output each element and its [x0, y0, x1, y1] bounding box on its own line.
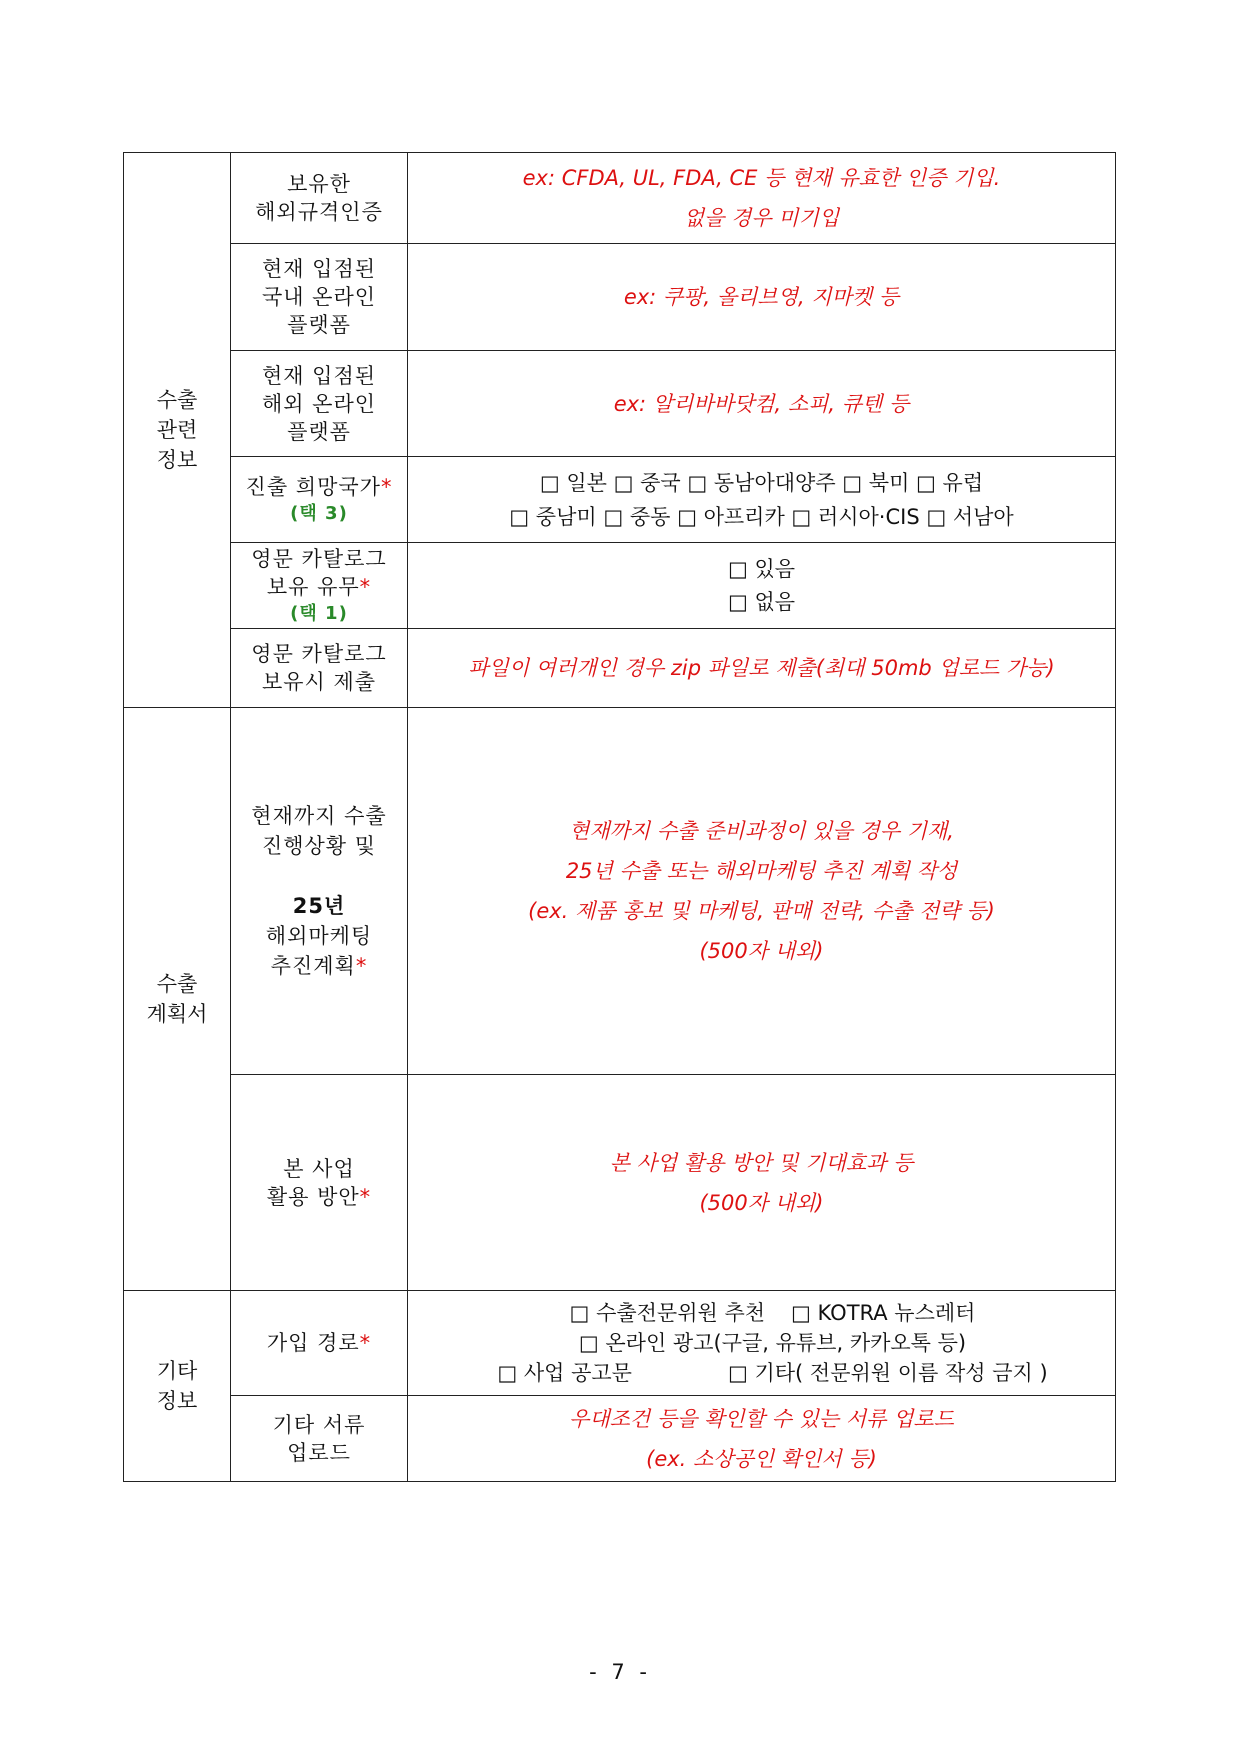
join-route-online-ad-checkbox[interactable]: □ 온라인 광고(구글, 유튜브, 카카오톡 등)	[578, 1331, 967, 1355]
join-route-label: 가입 경로*	[231, 1291, 408, 1396]
join-route-options[interactable]	[408, 1291, 1116, 1396]
required-mark: *	[380, 474, 393, 499]
catalog-owned-label: 영문 카탈로그 보유 유무* (택 1)	[231, 543, 408, 629]
required-mark: *	[359, 1331, 372, 1355]
section-export-plan: 수출 계획서	[124, 708, 231, 1291]
required-mark: *	[359, 1184, 372, 1209]
target-country-label: 진출 희망국가* (택 3)	[231, 457, 408, 543]
catalog-owned-options[interactable]	[408, 543, 1116, 629]
export-progress-field[interactable]: 현재까지 수출 준비과정이 있을 경우 기재, 25년 수출 또는 해외마케팅 추진 계획 작성 (ex. 제품 홍보 및 마케팅, 판매 전략, 수출 전략 등) (500자 내외)	[408, 708, 1116, 1075]
page-number: - 7 -	[589, 1660, 651, 1684]
catalog-submit-label: 영문 카탈로그 보유시 제출	[231, 629, 408, 708]
catalog-yes-checkbox[interactable]: □ 있음	[727, 556, 796, 581]
domestic-platform-label: 현재 입점된 국내 온라인 플랫폼	[231, 244, 408, 351]
business-use-label: 본 사업 활용 방안*	[231, 1075, 408, 1291]
certification-field[interactable]: ex: CFDA, UL, FDA, CE 등 현재 유효한 인증 기입. 없을 경우 미기입	[408, 153, 1116, 244]
choose-one-note: (택 1)	[290, 602, 348, 624]
join-route-expert-checkbox[interactable]: □ 수출전문위원 추천	[569, 1301, 766, 1325]
required-mark: *	[355, 954, 368, 978]
required-mark: *	[359, 574, 372, 599]
application-form-table	[123, 152, 1116, 1482]
domestic-platform-field[interactable]: ex: 쿠팡, 올리브영, 지마켓 등	[408, 244, 1116, 351]
join-route-other-checkbox[interactable]: □ 기타( 전문위원 이름 작성 금지 )	[727, 1361, 1048, 1385]
join-route-notice-checkbox[interactable]: □ 사업 공고문	[497, 1361, 632, 1385]
section-other-info: 기타 정보	[124, 1291, 231, 1482]
other-docs-upload-field[interactable]: 우대조건 등을 확인할 수 있는 서류 업로드 (ex. 소상공인 확인서 등)	[408, 1396, 1116, 1482]
other-docs-label: 기타 서류 업로드	[231, 1396, 408, 1482]
overseas-platform-label: 현재 입점된 해외 온라인 플랫폼	[231, 351, 408, 457]
choose-three-note: (택 3)	[290, 502, 348, 524]
certification-label: 보유한 해외규격인증	[231, 153, 408, 244]
overseas-platform-field[interactable]: ex: 알리바바닷컴, 소피, 큐텐 등	[408, 351, 1116, 457]
catalog-upload-field[interactable]: 파일이 여러개인 경우 zip 파일로 제출(최대 50mb 업로드 가능)	[408, 629, 1116, 708]
section-export-info: 수출 관련 정보	[124, 153, 231, 708]
join-route-newsletter-checkbox[interactable]: □ KOTRA 뉴스레터	[791, 1301, 976, 1325]
country-options-row-2[interactable]: □ 중남미 □ 중동 □ 아프리카 □ 러시아·CIS □ 서남아	[509, 504, 1014, 529]
target-country-options[interactable]	[408, 457, 1116, 543]
export-progress-label: 현재까지 수출 진행상황 및 25년 해외마케팅 추진계획*	[231, 708, 408, 1075]
business-use-field[interactable]: 본 사업 활용 방안 및 기대효과 등 (500자 내외)	[408, 1075, 1116, 1291]
country-options-row-1[interactable]: □ 일본 □ 중국 □ 동남아대양주 □ 북미 □ 유럽	[539, 470, 984, 495]
catalog-no-checkbox[interactable]: □ 없음	[727, 589, 796, 614]
